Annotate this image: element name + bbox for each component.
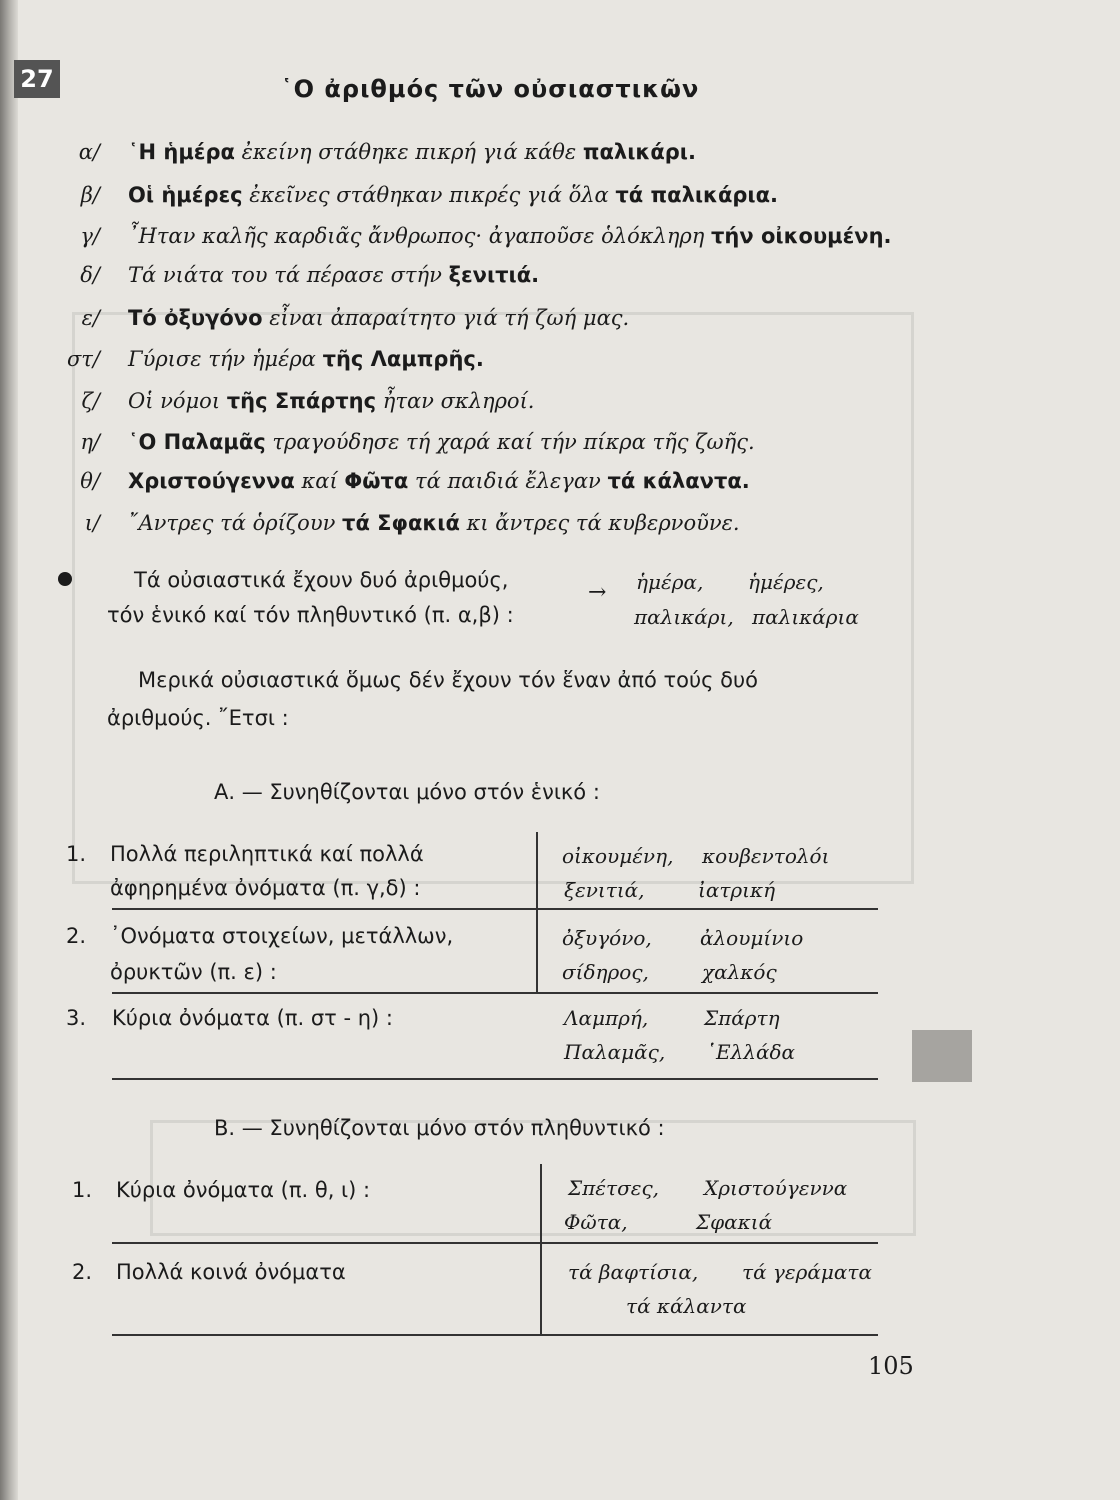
row-number: 1. [72, 1178, 93, 1202]
row-number: 2. [72, 1260, 93, 1284]
row-label: ᾿Ονόματα στοιχείων, μετάλλων, [110, 924, 454, 948]
row-label: ὀρυκτῶν (π. ε) : [110, 960, 277, 984]
page-title: ῾Ο ἀριθμός τῶν οὐσιαστικῶν [280, 75, 700, 103]
row-number: 1. [66, 842, 87, 866]
example-text: Οἱ νόμοι τῆς Σπάρτης ἦταν σκληροί. [128, 389, 535, 413]
bullet-icon [58, 572, 72, 586]
example-label: α/ [78, 140, 100, 164]
table-a-rule [112, 1078, 878, 1080]
example-text: Χριστούγεννα καί Φῶτα τά παιδιά ἔλεγαν τά κάλαντα. [128, 469, 750, 493]
example-text: ῾Η ἡμέρα ἐκείνη στάθηκε πικρή γιά κάθε παλικάρι. [128, 140, 696, 164]
row-label: Πολλά περιληπτικά καί πολλά [110, 842, 424, 866]
example-label: ζ/ [81, 389, 100, 413]
row-label: ἀφηρημένα ὀνόματα (π. γ,δ) : [110, 876, 421, 900]
rule-line-2: τόν ἑνικό καί τόν πληθυντικό (π. α,β) : [107, 603, 514, 627]
example-singular-1: ἡμέρα, [636, 570, 704, 594]
example-label: ε/ [81, 306, 100, 330]
row-example: κουβεντολόι [702, 844, 830, 868]
row-example: Φῶτα, [564, 1210, 628, 1234]
example-text: Γύρισε τήν ἡμέρα τῆς Λαμπρῆς. [128, 347, 484, 371]
row-number: 3. [66, 1006, 87, 1030]
row-example: τά γεράματα [742, 1260, 872, 1284]
section-a-heading: Α. — Συνηθίζονται μόνο στόν ἑνικό : [214, 780, 600, 804]
row-example: Λαμπρή, [564, 1006, 649, 1030]
example-label: δ/ [80, 263, 100, 287]
row-example: ῾Ελλάδα [706, 1040, 796, 1064]
row-label: Κύρια ὀνόματα (π. στ - η) : [112, 1006, 393, 1030]
row-example: χαλκός [702, 960, 777, 984]
row-label: Πολλά κοινά ὀνόματα [116, 1260, 346, 1284]
row-example: Σφακιά [696, 1210, 773, 1234]
example-label: στ/ [66, 347, 100, 371]
example-plural-1: ἡμέρες, [748, 570, 824, 594]
row-example: Σπάρτη [704, 1006, 780, 1030]
row-example: ἰατρική [698, 878, 776, 902]
example-label: η/ [80, 430, 100, 454]
row-example: τά κάλαντα [626, 1294, 747, 1318]
table-a-rule [112, 992, 878, 994]
example-text: ῎Αντρες τά ὁρίζουν τά Σφακιά κι ἄντρες τά κυβερνοῦνε. [128, 511, 740, 535]
table-a-rule [112, 908, 878, 910]
row-example: ἀλουμίνιο [700, 926, 804, 950]
row-example: ξενιτιά, [564, 878, 645, 902]
rule-line-1: Τά οὐσιαστικά ἔχουν δυό ἀριθμούς, [134, 568, 509, 592]
row-example: Παλαμᾶς, [564, 1040, 666, 1064]
row-number: 2. [66, 924, 87, 948]
intro-line-1: Μερικά οὐσιαστικά ὅμως δέν ἔχουν τόν ἕναν ἀπό τούς δυό [138, 668, 759, 692]
row-example: Σπέτσες, [568, 1176, 660, 1200]
row-example: σίδηρος, [562, 960, 649, 984]
example-label: θ/ [80, 469, 100, 493]
table-a-divider [536, 832, 538, 994]
example-text: ῾Ο Παλαμᾶς τραγούδησε τή χαρά καί τήν πίκρα τῆς ζωῆς. [128, 430, 755, 454]
example-plural-2: παλικάρια [752, 605, 859, 629]
page-number: 105 [868, 1352, 914, 1380]
page-binding-shadow [0, 0, 18, 1500]
row-example: Χριστούγεννα [704, 1176, 848, 1200]
row-example: οἰκουμένη, [562, 844, 674, 868]
example-text: Οἱ ἡμέρες ἐκεῖνες στάθηκαν πικρές γιά ὅλα τά παλικάρια. [128, 183, 779, 207]
row-example: τά βαφτίσια, [568, 1260, 699, 1284]
table-b-divider [540, 1164, 542, 1336]
example-text: ῏Ηταν καλῆς καρδιᾶς ἄνθρωπος· ἀγαποῦσε ὁλόκληρη τήν οἰκουμένη. [128, 224, 892, 248]
example-text: Τό ὀξυγόνο εἶναι ἀπαραίτητο γιά τή ζωή μας. [128, 306, 630, 330]
lesson-number-badge: 27 [14, 60, 60, 98]
row-label: Κύρια ὀνόματα (π. θ, ι) : [116, 1178, 371, 1202]
example-label: β/ [80, 183, 100, 207]
next-page-tab [912, 1030, 972, 1082]
section-b-heading: Β. — Συνηθίζονται μόνο στόν πληθυντικό : [214, 1116, 665, 1140]
row-example: ὀξυγόνο, [562, 926, 652, 950]
table-b-rule [112, 1242, 878, 1244]
intro-line-2: ἀριθμούς. ῎Ετσι : [107, 706, 289, 730]
table-b-rule [112, 1334, 878, 1336]
example-label: ι/ [84, 511, 100, 535]
example-singular-2: παλικάρι, [634, 605, 734, 629]
arrow-icon: → [588, 580, 607, 605]
example-text: Τά νιάτα του τά πέρασε στήν ξενιτιά. [128, 263, 540, 287]
example-label: γ/ [80, 224, 100, 248]
